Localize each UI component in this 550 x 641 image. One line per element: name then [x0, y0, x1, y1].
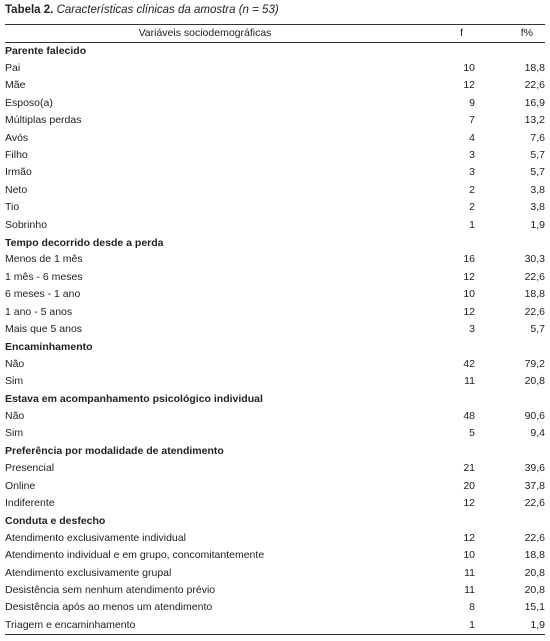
table-row	[5, 164, 545, 181]
row-percent: 20,8	[524, 566, 545, 579]
row-label: Atendimento individual e em grupo, concomitantemente	[5, 549, 265, 562]
row-label: Atendimento exclusivamente individual	[5, 531, 186, 544]
section-title: Preferência por modalidade de atendimento	[5, 445, 224, 458]
row-label: Presencial	[5, 462, 55, 475]
section-header-row	[5, 512, 545, 529]
row-percent: 20,8	[524, 375, 545, 388]
table-row	[5, 251, 545, 268]
row-percent: 30,3	[524, 253, 545, 266]
row-frequency: 1	[469, 218, 475, 231]
row-label: 6 meses - 1 ano	[5, 288, 81, 301]
row-label: Menos de 1 mês	[5, 253, 83, 266]
table-caption-label: Tabela 2.	[5, 4, 54, 16]
section-header-row	[5, 338, 545, 355]
row-label: Sim	[5, 375, 24, 388]
table-body	[5, 43, 545, 635]
row-label: Sobrinho	[5, 218, 48, 231]
section-title: Parente falecido	[5, 45, 87, 58]
row-percent: 22,6	[524, 496, 545, 509]
section-title: Conduta e desfecho	[5, 515, 106, 528]
table-row	[5, 599, 545, 616]
row-label: Não	[5, 357, 25, 370]
row-percent: 18,8	[524, 549, 545, 562]
clinical-characteristics-table	[5, 24, 545, 635]
table-row	[5, 617, 545, 635]
row-percent: 1,9	[530, 218, 545, 231]
section-header-row	[5, 443, 545, 460]
row-percent: 7,6	[530, 131, 545, 144]
row-frequency: 8	[469, 601, 475, 614]
row-label: Atendimento exclusivamente grupal	[5, 566, 172, 579]
row-frequency: 12	[463, 305, 475, 318]
row-frequency: 12	[463, 496, 475, 509]
table-row	[5, 199, 545, 216]
row-percent: 18,8	[524, 288, 545, 301]
section-title: Estava em acompanhamento psicológico individual	[5, 393, 263, 406]
row-label: Não	[5, 409, 25, 422]
row-percent: 22,6	[524, 270, 545, 283]
row-frequency: 7	[469, 114, 475, 127]
table-row	[5, 321, 545, 338]
row-frequency: 10	[463, 288, 475, 301]
row-percent: 79,2	[524, 357, 545, 370]
header-variable: Variáveis sociodemográficas	[5, 25, 405, 43]
table-header-row	[5, 25, 545, 43]
table-row	[5, 95, 545, 112]
table-row	[5, 460, 545, 477]
row-label: Sim	[5, 427, 24, 440]
table-row	[5, 547, 545, 564]
table-row	[5, 530, 545, 547]
row-percent: 9,4	[530, 427, 545, 440]
table-row	[5, 286, 545, 303]
row-label: Desistência após ao menos um atendimento	[5, 601, 213, 614]
row-percent: 1,9	[475, 617, 545, 635]
table-caption-title: Características clínicas da amostra (n = 53)	[56, 4, 279, 16]
row-frequency: 12	[463, 531, 475, 544]
section-header-row	[5, 234, 545, 251]
row-frequency: 12	[463, 270, 475, 283]
row-percent: 37,8	[524, 479, 545, 492]
row-percent: 5,7	[530, 322, 545, 335]
row-frequency: 20	[463, 479, 475, 492]
row-frequency: 9	[469, 96, 475, 109]
row-label: Avós	[5, 131, 29, 144]
table-row	[5, 77, 545, 94]
row-percent: 5,7	[530, 148, 545, 161]
row-frequency: 3	[469, 148, 475, 161]
row-percent: 16,9	[524, 96, 545, 109]
row-label: Tio	[5, 201, 20, 214]
section-header-row	[5, 43, 545, 60]
row-label: Filho	[5, 148, 28, 161]
row-frequency: 1	[405, 617, 475, 635]
table-row	[5, 565, 545, 582]
row-label: Irmão	[5, 166, 32, 179]
row-label: Triagem e encaminhamento	[5, 617, 405, 635]
row-percent: 22,6	[524, 531, 545, 544]
row-percent: 5,7	[530, 166, 545, 179]
row-label: Desistência sem nenhum atendimento prévio	[5, 584, 216, 596]
row-frequency: 11	[464, 566, 475, 579]
table-row	[5, 60, 545, 77]
row-frequency: 12	[463, 79, 475, 92]
row-frequency: 5	[469, 427, 475, 440]
section-header-row	[5, 391, 545, 408]
table-row	[5, 373, 545, 390]
table-caption	[5, 2, 279, 18]
row-percent: 22,6	[524, 79, 545, 92]
row-percent: 3,8	[530, 183, 545, 196]
table-row	[5, 112, 545, 129]
row-label: Indiferente	[5, 496, 55, 509]
row-percent: 18,8	[524, 61, 545, 74]
row-label: Mais que 5 anos	[5, 322, 83, 335]
row-percent: 39,6	[524, 462, 545, 475]
table-row	[5, 495, 545, 512]
table-row	[5, 478, 545, 495]
table-row	[5, 269, 545, 286]
row-frequency: 21	[463, 462, 475, 475]
row-percent: 13,2	[524, 114, 545, 127]
row-percent: 15,1	[524, 601, 545, 614]
row-frequency: 11	[464, 584, 475, 596]
table-row	[5, 425, 545, 442]
section-title: Tempo decorrido desde a perda	[5, 236, 164, 249]
table-row	[5, 217, 545, 234]
row-label: Pai	[5, 61, 21, 74]
section-title: Encaminhamento	[5, 341, 93, 354]
row-percent: 22,6	[524, 305, 545, 318]
table-row	[5, 304, 545, 321]
row-frequency: 2	[469, 183, 475, 196]
row-frequency: 3	[469, 322, 475, 335]
row-label: 1 mês - 6 meses	[5, 270, 83, 283]
row-frequency: 10	[463, 61, 475, 74]
row-frequency: 48	[463, 409, 475, 422]
row-frequency: 4	[469, 131, 475, 144]
row-percent: 20,8	[524, 584, 545, 596]
table-row	[5, 147, 545, 164]
row-frequency: 42	[463, 357, 475, 370]
row-frequency: 10	[463, 549, 475, 562]
row-label: 1 ano - 5 anos	[5, 305, 73, 318]
row-label: Neto	[5, 183, 28, 196]
header-percent: f%	[475, 25, 545, 43]
row-frequency: 3	[469, 166, 475, 179]
row-label: Esposo(a)	[5, 96, 53, 109]
table-row	[5, 356, 545, 373]
table-row	[5, 182, 545, 199]
table-row	[5, 408, 545, 425]
row-label: Mãe	[5, 79, 26, 92]
header-frequency: f	[405, 25, 475, 43]
row-frequency: 2	[469, 201, 475, 214]
table-row	[5, 130, 545, 147]
row-percent: 3,8	[530, 201, 545, 214]
table-row	[5, 582, 545, 599]
row-label: Múltiplas perdas	[5, 114, 82, 127]
row-percent: 90,6	[524, 409, 545, 422]
row-label: Online	[5, 479, 36, 492]
row-frequency: 16	[463, 253, 475, 266]
row-frequency: 11	[464, 375, 475, 388]
